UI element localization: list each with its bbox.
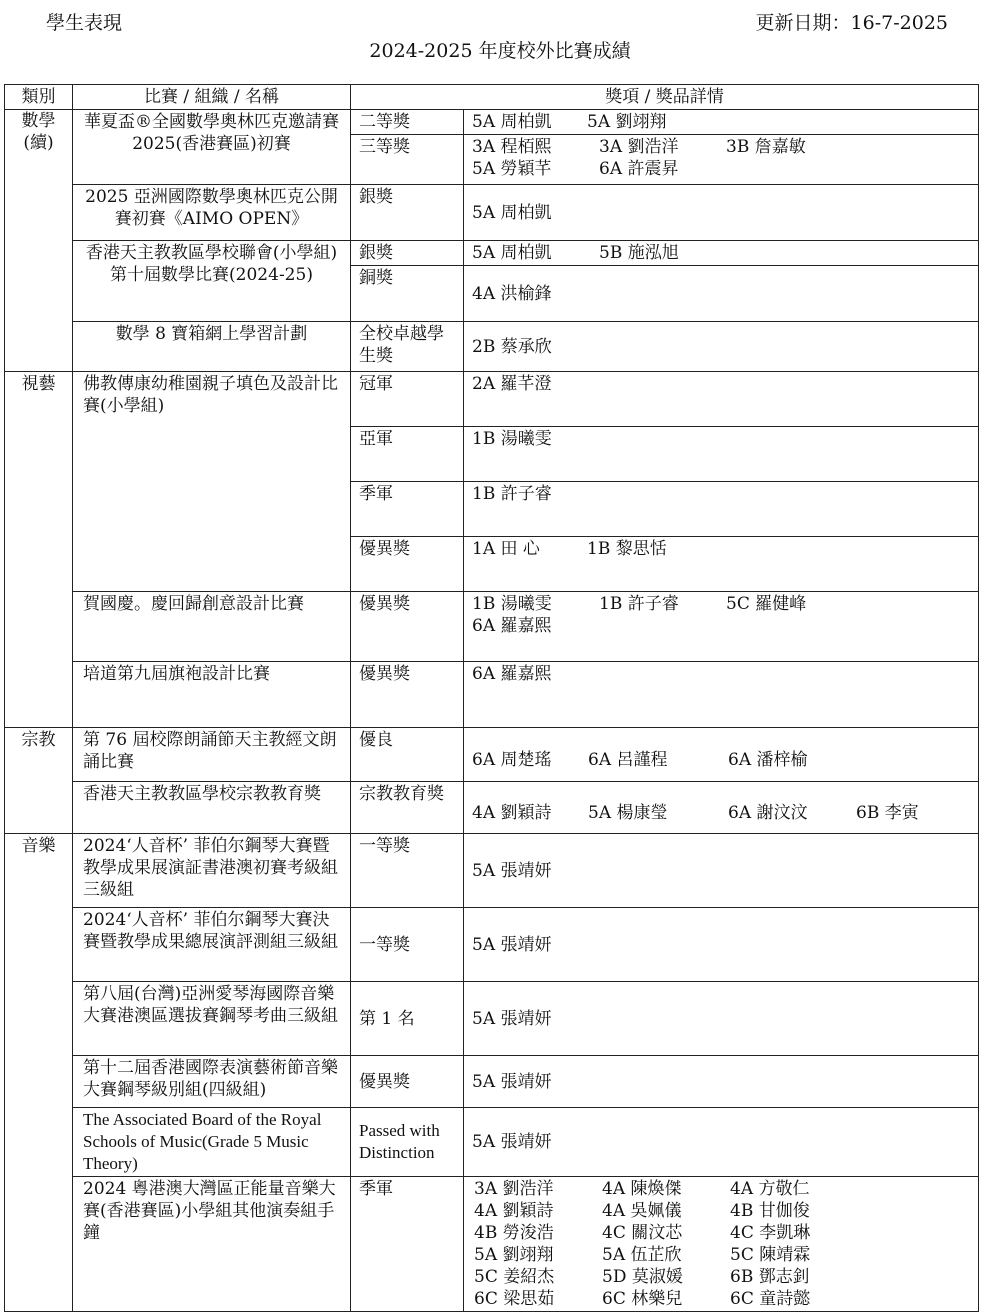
competition-name: 培道第九屆旗袍設計比賽: [73, 662, 351, 728]
award-name: 一等獎: [351, 834, 464, 908]
winner: 4A 陳煥傑: [602, 1179, 682, 1199]
winner: 2A 羅芊澄: [472, 374, 552, 394]
competition-name: 第八屆(台灣)亞洲愛琴海國際音樂大賽港澳區選拔賽鋼琴考曲三級組: [73, 982, 351, 1056]
winner: 2B 蔡承欣: [472, 336, 552, 357]
winner: 6A 羅嘉熙: [472, 616, 552, 636]
winner: 6B 李寅: [856, 803, 919, 823]
winner: 4C 關汶芯: [602, 1223, 683, 1243]
table-row: [5, 1108, 979, 1177]
table-row: [5, 241, 979, 266]
col-header-details: 獎項 / 獎品詳情: [351, 85, 979, 110]
table-row: [5, 728, 979, 782]
award-name: Passed with Distinction: [351, 1108, 464, 1177]
award-name: 季軍: [351, 1177, 464, 1312]
section-label: 學生表現: [46, 12, 123, 34]
table-row: [5, 834, 979, 908]
winner: 1B 黎思恬: [587, 539, 667, 559]
table-row: [5, 1177, 979, 1312]
winner: 6A 呂謹程: [588, 750, 668, 770]
winner: 4B 勞浚浩: [474, 1223, 554, 1243]
winners-cell: [464, 1177, 979, 1312]
table-row: [5, 908, 979, 982]
winner: 5A 張靖妍: [472, 860, 552, 881]
winners-cell: [464, 322, 979, 372]
winners-cell: [464, 482, 979, 537]
col-header-category: 類別: [5, 85, 73, 110]
winner: 3A 劉浩洋: [474, 1179, 554, 1199]
winner: 5B 施泓旭: [599, 243, 679, 263]
winner: 4A 劉穎詩: [474, 1201, 554, 1221]
page-title: 2024-2025 年度校外比賽成績: [369, 40, 631, 62]
winners-cell: [464, 592, 979, 662]
winners-cell: [464, 662, 979, 728]
winner: 6C 梁思茹: [474, 1289, 555, 1309]
winner: 1B 許子睿: [472, 484, 552, 504]
winner: 3B 詹嘉敏: [726, 137, 806, 157]
winner: 5A 劉翊翔: [587, 112, 667, 132]
update-date: 更新日期：16-7-2025: [755, 12, 948, 34]
competition-name: 第十二屆香港國際表演藝術節音樂大賽鋼琴級別組(四級組): [73, 1056, 351, 1108]
winners-cell: [464, 537, 979, 592]
award-name: 優異獎: [351, 1056, 464, 1108]
winners-cell: [464, 241, 979, 266]
award-name: 第 1 名: [351, 982, 464, 1056]
competition-name: 2024‘人音杯’ 菲伯尔鋼琴大賽暨教學成果展演証書港澳初賽考級組三級組: [73, 834, 351, 908]
winner: 1A 田 心: [472, 539, 540, 559]
winner: 6A 許震昇: [599, 159, 679, 179]
winner: 5A 張靖妍: [472, 1008, 552, 1029]
winner: 4A 吳姵儀: [602, 1201, 682, 1221]
winner: 6B 鄧志釗: [730, 1267, 810, 1287]
winner: 4C 李凱琳: [730, 1223, 811, 1243]
winner: 4A 劉穎詩: [472, 803, 552, 823]
competition-name: 2024‘人音杯’ 菲伯尔鋼琴大賽決賽暨教學成果總展演評測組三級組: [73, 908, 351, 982]
table-row: [5, 782, 979, 834]
competition-name: 賀國慶。慶回歸創意設計比賽: [73, 592, 351, 662]
winner: 5C 姜紹杰: [474, 1267, 555, 1287]
winner: 5A 周柏凱: [472, 112, 552, 132]
winner: 6A 潘梓榆: [728, 750, 808, 770]
award-name: 銀獎: [351, 185, 464, 241]
winners-cell: [464, 782, 979, 834]
competition-name: The Associated Board of the Royal Schools of Music(Grade 5 Music Theory): [73, 1108, 351, 1177]
winners-cell: [464, 1108, 979, 1177]
winners-cell: [464, 908, 979, 982]
winners-cell: [464, 185, 979, 241]
winner: 6A 羅嘉熙: [472, 664, 552, 684]
winner: 4A 洪榆鋒: [472, 283, 552, 304]
table-header-row: [5, 85, 979, 110]
award-name: 全校卓越學生獎: [351, 322, 464, 372]
table-row: [5, 1056, 979, 1108]
table-row: [5, 372, 979, 427]
award-name: 季軍: [351, 482, 464, 537]
winners-cell: [464, 135, 979, 185]
winner: 5A 楊康瑩: [588, 803, 668, 823]
results-table: [4, 84, 979, 1312]
winner: 5A 劉翊翔: [474, 1245, 554, 1265]
winner: 5A 周柏凱: [472, 243, 552, 263]
winners-cell: [464, 427, 979, 482]
award-name: 銀獎: [351, 241, 464, 266]
award-name: 三等獎: [351, 135, 464, 185]
competition-name: 華夏盃®全國數學奧林匹克邀請賽 2025(香港賽區)初賽: [73, 110, 351, 185]
winner: 1B 湯曦雯: [472, 594, 552, 614]
competition-name: 2025 亞洲國際數學奧林匹克公開賽初賽《AIMO OPEN》: [73, 185, 351, 241]
winner: 5A 張靖妍: [472, 934, 552, 955]
award-name: 亞軍: [351, 427, 464, 482]
award-name: 優異獎: [351, 592, 464, 662]
competition-name: 第 76 屆校際朗誦節天主教經文朗誦比賽: [73, 728, 351, 782]
table-row: [5, 110, 979, 135]
award-name: 一等獎: [351, 908, 464, 982]
table-row: [5, 662, 979, 728]
competition-name: 佛教傳康幼稚園親子填色及設計比賽(小學組): [73, 372, 351, 592]
winner: 4B 甘伽俊: [730, 1201, 810, 1221]
winners-cell: [464, 982, 979, 1056]
winner: 1B 許子睿: [599, 594, 679, 614]
winners-cell: [464, 266, 979, 322]
winners-cell: [464, 728, 979, 782]
winner: 5A 周柏凱: [472, 202, 552, 223]
winner: 5D 莫淑媛: [602, 1267, 683, 1287]
award-name: 宗教教育獎: [351, 782, 464, 834]
category-cell: 數學(續): [5, 110, 73, 372]
col-header-competition: 比賽 / 組織 / 名稱: [73, 85, 351, 110]
table-row: [5, 592, 979, 662]
table-row: [5, 322, 979, 372]
award-name: 優異獎: [351, 537, 464, 592]
winner: 5A 勞穎芊: [472, 159, 552, 179]
winner: 4A 方敬仁: [730, 1179, 810, 1199]
winner: 3A 程栢熙: [472, 137, 552, 157]
winner: 5A 伍芷欣: [602, 1245, 682, 1265]
winners-cell: [464, 372, 979, 427]
winners-cell: [464, 110, 979, 135]
award-name: 優異獎: [351, 662, 464, 728]
winner: 5C 陳靖霖: [730, 1245, 811, 1265]
award-name: 優良: [351, 728, 464, 782]
competition-name: 2024 粵港澳大灣區正能量音樂大賽(香港賽區)小學組其他演奏組手鐘: [73, 1177, 351, 1312]
winner: 1B 湯曦雯: [472, 429, 552, 449]
winner: 5A 張靖妍: [472, 1132, 552, 1152]
award-name: 冠軍: [351, 372, 464, 427]
winner: 6C 童詩懿: [730, 1289, 811, 1309]
winner: 5C 羅健峰: [726, 594, 807, 614]
winners-cell: [464, 1056, 979, 1108]
winner: 6A 周楚瑤: [472, 750, 552, 770]
table-row: [5, 982, 979, 1056]
competition-name: 香港天主教教區學校聯會(小學組)第十屆數學比賽(2024-25): [73, 241, 351, 322]
table-row: [5, 185, 979, 241]
category-cell: 宗教: [5, 728, 73, 834]
category-cell: 視藝: [5, 372, 73, 728]
winner: 3A 劉浩洋: [599, 137, 679, 157]
competition-name: 數學 8 寶箱網上學習計劃: [73, 322, 351, 372]
winner: 6C 林樂兒: [602, 1289, 683, 1309]
category-cell: 音樂: [5, 834, 73, 1312]
award-name: 銅獎: [351, 266, 464, 322]
winners-cell: [464, 834, 979, 908]
winner: 5A 張靖妍: [472, 1071, 552, 1092]
winner: 6A 謝汶汶: [728, 803, 808, 823]
award-name: 二等獎: [351, 110, 464, 135]
competition-name: 香港天主教教區學校宗教教育獎: [73, 782, 351, 834]
